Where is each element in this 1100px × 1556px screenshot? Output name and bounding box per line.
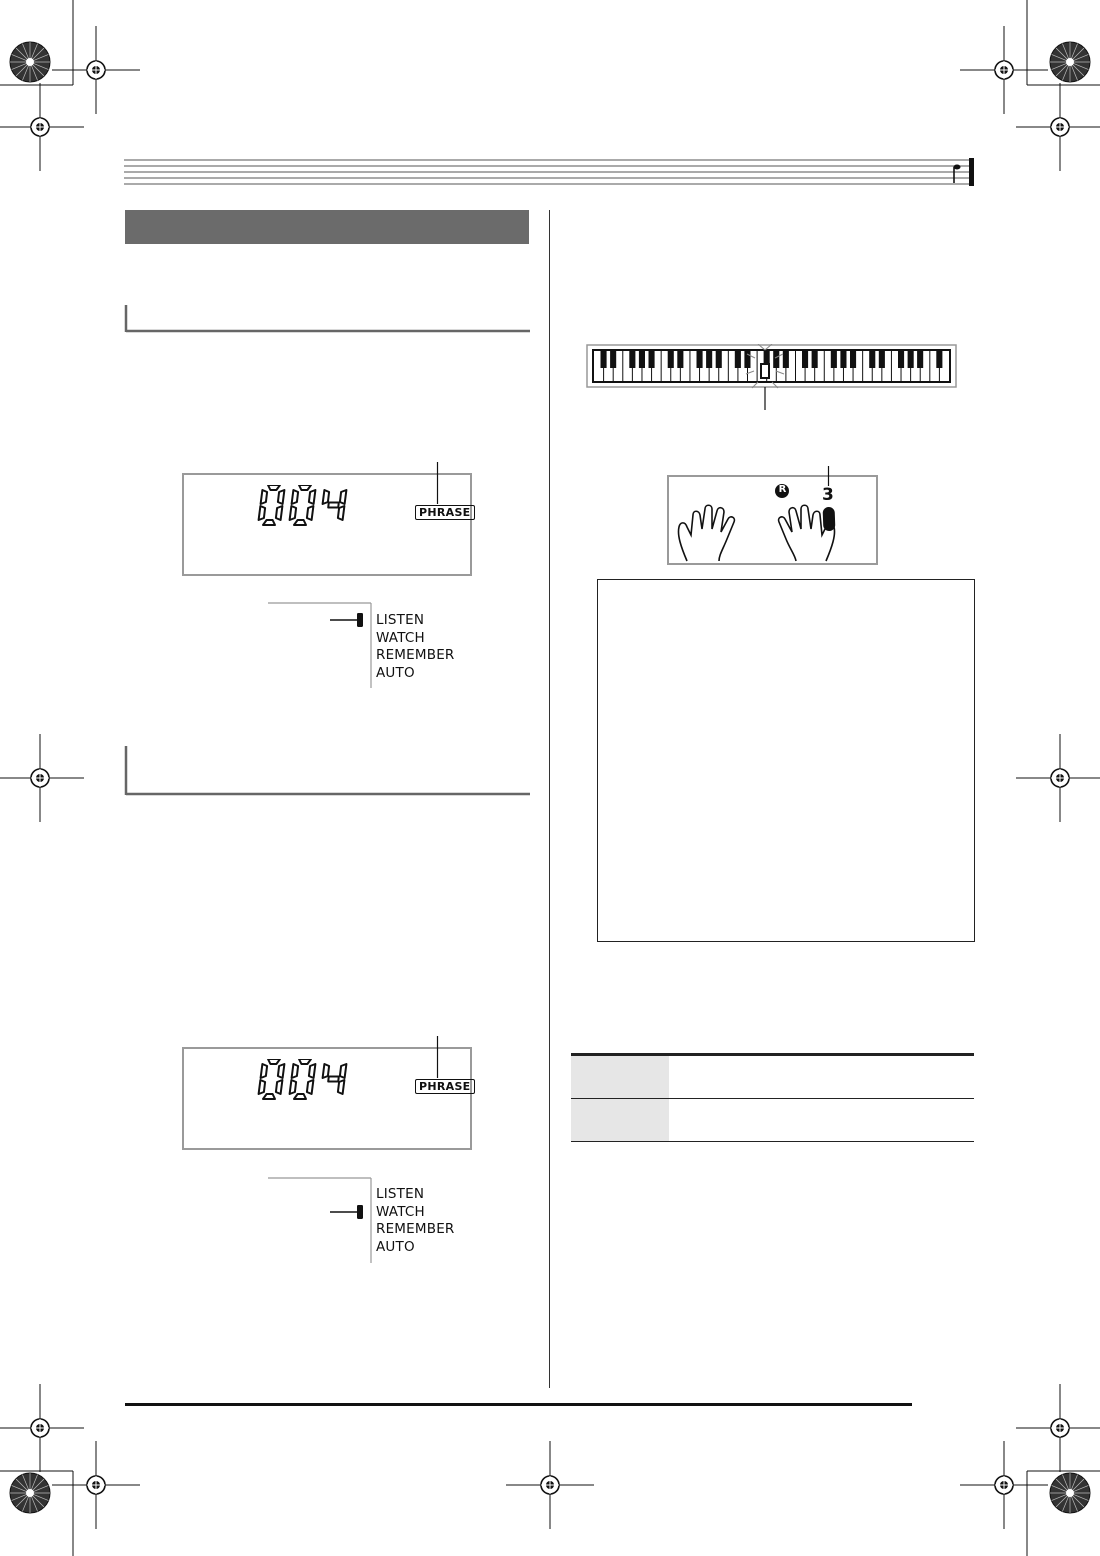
finger-number: 3 (822, 485, 834, 505)
section-heading-bar (125, 210, 529, 244)
lcd-digit (259, 485, 285, 525)
mode-list-bottom (376, 1186, 455, 1256)
footer-rule (125, 1403, 912, 1406)
black-key (879, 351, 885, 368)
hand-marker-letter: R (778, 484, 787, 495)
black-key (744, 351, 750, 368)
black-key (706, 351, 712, 368)
black-key (783, 351, 789, 368)
black-key (840, 351, 846, 368)
black-key (850, 351, 856, 368)
black-key (649, 351, 655, 368)
header-staff (124, 158, 984, 188)
table-row (571, 1055, 974, 1099)
mode-auto: AUTO (376, 1238, 415, 1255)
black-key (716, 351, 722, 368)
black-key (697, 351, 703, 368)
table-cell (669, 1099, 974, 1142)
black-key (668, 351, 674, 368)
black-key (677, 351, 683, 368)
black-key (812, 351, 818, 368)
note-box (597, 579, 975, 942)
black-key (917, 351, 923, 368)
black-key (773, 351, 779, 368)
lcd-display-top (182, 473, 472, 576)
lcd-digit (259, 1059, 285, 1099)
lcd-digits-bottom (256, 1059, 351, 1109)
black-key (908, 351, 914, 368)
info-table (571, 1054, 974, 1142)
mode-selector-bottom-frame (268, 1177, 380, 1265)
table-header-cell (571, 1099, 669, 1142)
table-cell (669, 1055, 974, 1099)
black-key (735, 351, 741, 368)
black-key (831, 351, 837, 368)
lcd-digits-top (256, 485, 351, 535)
lcd-digit (290, 1059, 316, 1099)
lcd-digit (290, 485, 316, 525)
phrase-indicator: PHRASE (415, 505, 475, 520)
mode-watch: WATCH (376, 1203, 425, 1220)
black-key (898, 351, 904, 368)
mode-list-top (376, 612, 455, 682)
lcd-display-bottom (182, 1047, 472, 1150)
callout-line-finger (827, 466, 831, 486)
table-header-cell (571, 1055, 669, 1099)
table-row (571, 1099, 974, 1142)
black-key (639, 351, 645, 368)
subheading-frame-1 (124, 305, 534, 335)
mode-listen: LISTEN (376, 1186, 425, 1202)
column-divider (549, 210, 550, 1388)
subheading-frame-2 (124, 746, 534, 798)
black-key (936, 351, 942, 368)
lcd-digit (323, 490, 347, 520)
hand-guide-box (667, 475, 878, 565)
keyboard-illustration (586, 344, 958, 410)
table-top-rule (571, 1053, 974, 1055)
mode-selector-top-frame (268, 602, 380, 690)
mode-remember: REMEMBER (376, 647, 455, 663)
black-key (802, 351, 808, 368)
mode-listen: LISTEN (376, 612, 425, 628)
lcd-digit (323, 1064, 347, 1094)
hands-illustration (669, 477, 876, 563)
callout-line-bottom (436, 1036, 440, 1078)
mode-remember: REMEMBER (376, 1221, 455, 1237)
phrase-indicator: PHRASE (415, 1079, 475, 1094)
callout-line-top (436, 462, 440, 504)
black-key (610, 351, 616, 368)
black-key (869, 351, 875, 368)
mode-watch: WATCH (376, 629, 425, 646)
black-key (629, 351, 635, 368)
black-key (601, 351, 607, 368)
mode-auto: AUTO (376, 664, 415, 681)
